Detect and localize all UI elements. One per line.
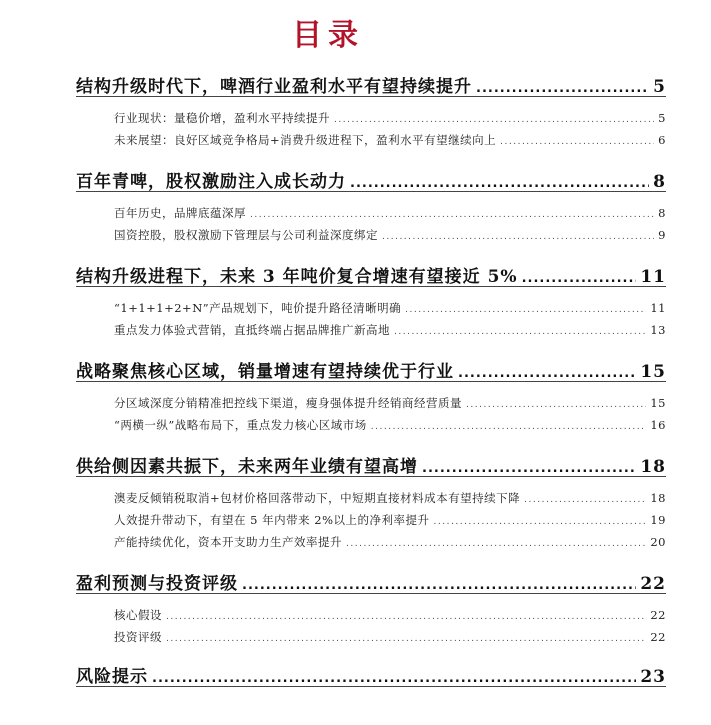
dot-leader [524, 495, 646, 505]
toc-section-title: 百年青啤，股权激励注入成长动力 [76, 172, 346, 192]
section-divider [76, 96, 666, 97]
toc-item[interactable] [114, 417, 666, 433]
toc-item-title: 产能持续优化，资本开支助力生产效率提升 [114, 535, 342, 549]
toc-item-title: 国资控股，股权激励下管理层与公司利益深度绑定 [114, 228, 378, 242]
section-divider [76, 476, 666, 477]
toc-section-4[interactable] [76, 357, 666, 382]
toc-page-number: 11 [650, 301, 666, 315]
toc-item[interactable] [114, 607, 666, 623]
toc-item-title: 行业现状：量稳价增，盈利水平持续提升 [114, 111, 330, 125]
dot-leader [476, 81, 649, 96]
toc-page-number: 20 [650, 535, 666, 549]
toc-page-number: 13 [650, 323, 666, 337]
toc-item[interactable] [114, 629, 666, 645]
toc-page-number: 15 [650, 396, 666, 410]
dot-leader [250, 210, 654, 220]
toc-item-title: “两横一纵”战略布局下，重点发力核心区域市场 [114, 418, 367, 432]
toc-item-title: “1+1+1+2+N”产品规划下，吨价提升路径清晰明确 [114, 301, 402, 315]
toc-section-6[interactable] [76, 569, 666, 594]
toc-page-number: 19 [650, 513, 666, 527]
toc-item[interactable] [114, 110, 666, 126]
dot-leader [382, 232, 654, 242]
toc-page-number: 23 [640, 667, 666, 687]
toc-item-title: 分区域深度分销精准把控线下渠道，瘦身强体提升经销商经营质量 [114, 396, 462, 410]
dot-leader [346, 539, 646, 549]
toc-page-number: 5 [658, 111, 666, 125]
toc-page-number: 8 [658, 206, 666, 220]
toc-section-title: 结构升级进程下，未来 3 年吨价复合增速有望接近 5% [76, 267, 518, 287]
toc-page-number: 11 [640, 267, 666, 287]
dot-leader [242, 578, 636, 593]
toc-page-number: 8 [653, 172, 666, 192]
section-divider [76, 381, 666, 382]
dot-leader [500, 137, 654, 147]
toc-section-5[interactable] [76, 452, 666, 477]
toc-section-title: 风险提示 [76, 667, 148, 687]
dot-leader [152, 671, 636, 686]
toc-item[interactable] [114, 534, 666, 550]
toc-section-2[interactable] [76, 167, 666, 192]
toc-page-number: 5 [653, 77, 666, 97]
toc-section-title: 结构升级时代下，啤酒行业盈利水平有望持续提升 [76, 77, 472, 97]
toc-item-title: 重点发力体验式营销，直抵终端占据品牌推广新高地 [114, 323, 390, 337]
dot-leader [422, 461, 636, 476]
toc-page-number: 15 [640, 362, 666, 382]
toc-page-number: 18 [650, 491, 666, 505]
dot-leader [371, 422, 647, 432]
toc-page-number: 16 [650, 418, 666, 432]
dot-leader [350, 176, 649, 191]
page-title: 目录 [292, 18, 364, 53]
toc-item-title: 核心假设 [114, 608, 162, 622]
toc-item-title: 人效提升带动下，有望在 5 年内带来 2%以上的净利率提升 [114, 513, 430, 527]
toc-section-7[interactable] [76, 662, 666, 687]
toc-section-3[interactable] [76, 262, 666, 287]
toc-item[interactable] [114, 322, 666, 338]
toc-section-title: 供给侧因素共振下，未来两年业绩有望高增 [76, 457, 418, 477]
section-divider [76, 286, 666, 287]
toc-section-title: 盈利预测与投资评级 [76, 574, 238, 594]
toc-item[interactable] [114, 395, 666, 411]
toc-page-number: 22 [640, 574, 666, 594]
toc-item-title: 百年历史，品牌底蕴深厚 [114, 206, 246, 220]
toc-item[interactable] [114, 512, 666, 528]
dot-leader [405, 305, 646, 315]
dot-leader [522, 271, 637, 286]
toc-page-number: 9 [658, 228, 666, 242]
toc-item[interactable] [114, 300, 666, 316]
toc-page-number: 18 [640, 457, 666, 477]
section-divider [76, 191, 666, 192]
section-divider [76, 593, 666, 594]
dot-leader [394, 327, 646, 337]
toc-item[interactable] [114, 132, 666, 148]
toc-item-title: 未来展望：良好区域竞争格局+消费升级进程下，盈利水平有望继续向上 [114, 133, 497, 147]
dot-leader [166, 612, 646, 622]
toc-section-title: 战略聚焦核心区域，销量增速有望持续优于行业 [76, 362, 454, 382]
dot-leader [166, 634, 646, 644]
toc-item[interactable] [114, 227, 666, 243]
toc-item[interactable] [114, 205, 666, 221]
section-divider [76, 686, 666, 687]
toc-item-title: 澳麦反倾销税取消+包材价格回落带动下，中短期直接材料成本有望持续下降 [114, 491, 521, 505]
toc-page-number: 22 [650, 608, 666, 622]
dot-leader [466, 400, 646, 410]
toc-page-number: 22 [650, 630, 666, 644]
dot-leader [334, 115, 654, 125]
toc-item[interactable] [114, 490, 666, 506]
toc-section-1[interactable] [76, 72, 666, 97]
toc-item-title: 投资评级 [114, 630, 162, 644]
toc-page-number: 6 [658, 133, 666, 147]
dot-leader [458, 366, 636, 381]
dot-leader [434, 517, 647, 527]
